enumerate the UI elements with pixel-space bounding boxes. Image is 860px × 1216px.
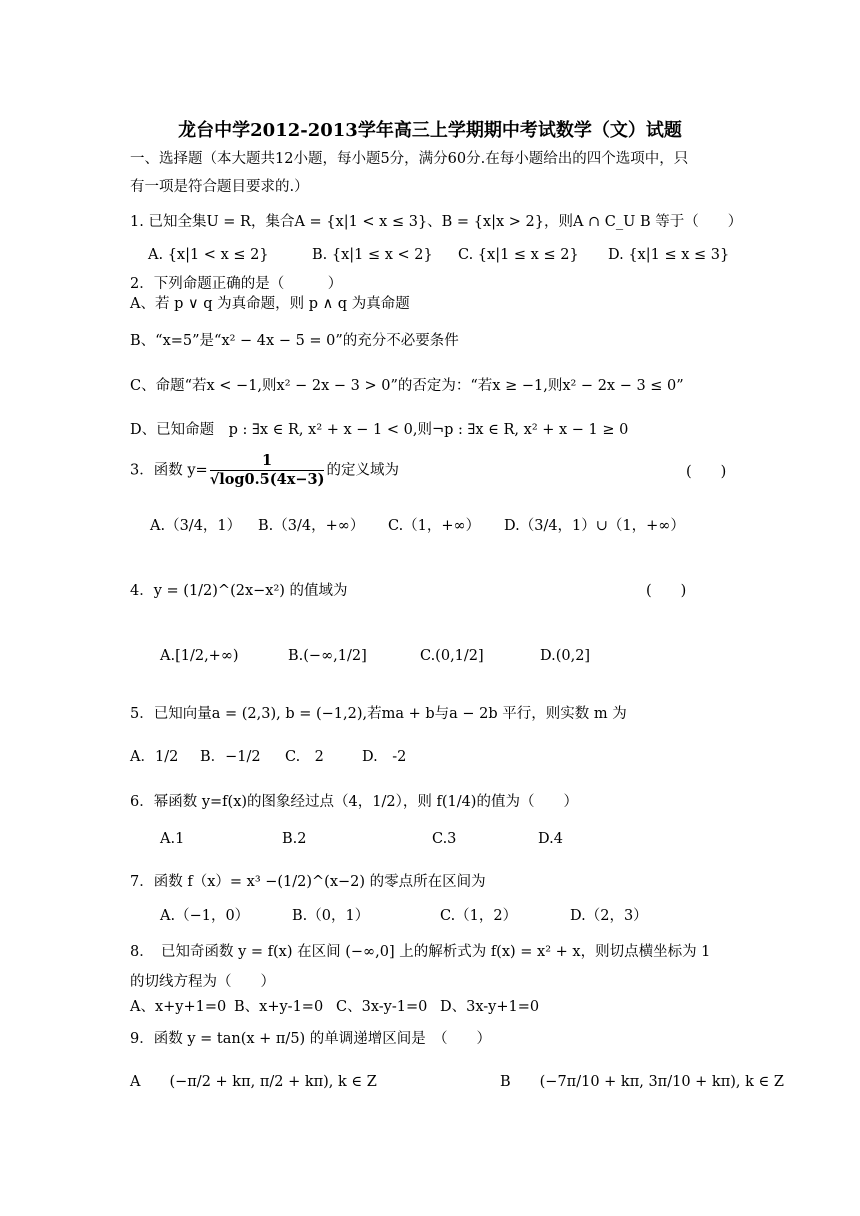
q4-option-a: A.[1/2,+∞) [160, 648, 239, 664]
q7-option-b: B.（0，1） [292, 908, 370, 924]
q7-option-d: D.（2，3） [570, 908, 648, 924]
q5-stem: 5．已知向量a = (2,3), b = (−1,2),若ma + b与a − 2b 平行，则实数 m 为 [130, 706, 627, 722]
q3-answer-paren: ( ) [686, 464, 727, 480]
q1-option-c: C. {x|1 ≤ x ≤ 2} [458, 247, 579, 263]
q8-option-d: D、3x-y+1=0 [440, 999, 540, 1015]
q4-option-c: C.(0,1/2] [420, 648, 484, 664]
q4-stem: 4．y = (1/2)^(2x−x²) 的值域为 [130, 583, 348, 599]
q6-option-d: D.4 [538, 831, 563, 847]
q5-option-c: C. 2 [285, 749, 324, 765]
q2-stem: 2．下列命题正确的是（ ） [130, 276, 343, 292]
q9-stem: 9．函数 y = tan(x + π/5) 的单调递增区间是 （ ） [130, 1031, 492, 1047]
q3-numerator: 1 [210, 452, 325, 471]
q3-denominator: √log0.5(4x−3) [209, 471, 325, 488]
q1-option-a: A. {x|1 < x ≤ 2} [148, 247, 269, 263]
q6-option-a: A.1 [160, 831, 185, 847]
section-instructions-line2: 有一项是符合题目要求的.） [130, 179, 309, 195]
q3-stem [130, 452, 399, 489]
q4-option-b: B.(−∞,1/2] [288, 648, 367, 664]
q3-option-a: A.（3/4，1） [150, 518, 242, 534]
q6-option-c: C.3 [432, 831, 457, 847]
q8-stem-line1: 8． 已知奇函数 y = f(x) 在区间 (−∞,0] 上的解析式为 f(x) = x² + x，则切点横坐标为 1 [130, 944, 711, 960]
q1-option-d: D. {x|1 ≤ x ≤ 3} [608, 247, 730, 263]
q4-option-d: D.(0,2] [540, 648, 591, 664]
q2-option-c: C、命题“若x < −1,则x² − 2x − 3 > 0”的否定为：“若x ≥ −1,则x² − 2x − 3 ≤ 0” [130, 378, 684, 394]
q3-option-d: D.（3/4，1）∪（1，+∞） [504, 518, 685, 534]
q3-suffix: 的定义域为 [326, 462, 399, 479]
section-instructions-line1: 一、选择题（本大题共12小题，每小题5分，满分60分.在每小题给出的四个选项中，只 [130, 151, 689, 167]
q6-stem: 6．幂函数 y=f(x)的图象经过点（4，1/2），则 f(1/4)的值为（ ） [130, 794, 578, 810]
q5-option-a: A．1/2 [130, 749, 179, 765]
q3-fraction [210, 452, 325, 489]
q9-option-b: B (−7π/10 + kπ, 3π/10 + kπ), k ∈ Z [500, 1074, 784, 1090]
q5-option-b: B．−1/2 [200, 749, 261, 765]
q3-option-c: C.（1，+∞） [388, 518, 481, 534]
q7-option-c: C.（1，2） [440, 908, 518, 924]
q2-option-b: B、“x=5”是“x² − 4x − 5 = 0”的充分不必要条件 [130, 333, 459, 349]
q8-option-b: B、x+y-1=0 [234, 999, 324, 1015]
q5-option-d: D. -2 [362, 749, 407, 765]
q7-stem: 7．函数 f（x）= x³ −(1/2)^(x−2) 的零点所在区间为 [130, 874, 486, 890]
q2-option-d: D、已知命题 p : ∃x ∈ R, x² + x − 1 < 0,则¬p : ∃x ∈ R, x² + x − 1 ≥ 0 [130, 422, 629, 438]
q1-option-b: B. {x|1 ≤ x < 2} [312, 247, 433, 263]
q6-option-b: B.2 [282, 831, 307, 847]
q7-option-a: A.（−1，0） [160, 908, 250, 924]
page-title: 龙台中学2012-2013学年高三上学期期中考试数学（文）试题 [178, 120, 682, 141]
q3-prefix: 3．函数 y= [130, 462, 208, 479]
q2-option-a: A、若 p ∨ q 为真命题，则 p ∧ q 为真命题 [130, 296, 410, 312]
q9-option-a: A (−π/2 + kπ, π/2 + kπ), k ∈ Z [130, 1074, 377, 1090]
q4-answer-paren: ( ) [646, 583, 687, 599]
q8-option-a: A、x+y+1=0 [130, 999, 227, 1015]
q3-option-b: B.（3/4，+∞） [258, 518, 365, 534]
q8-option-c: C、3x-y-1=0 [336, 999, 428, 1015]
q1-stem: 1. 已知全集U = R，集合A = {x|1 < x ≤ 3}、B = {x|x > 2}，则A ∩ C_U B 等于（ ） [130, 214, 743, 230]
q8-stem-line2: 的切线方程为（ ） [130, 974, 275, 990]
